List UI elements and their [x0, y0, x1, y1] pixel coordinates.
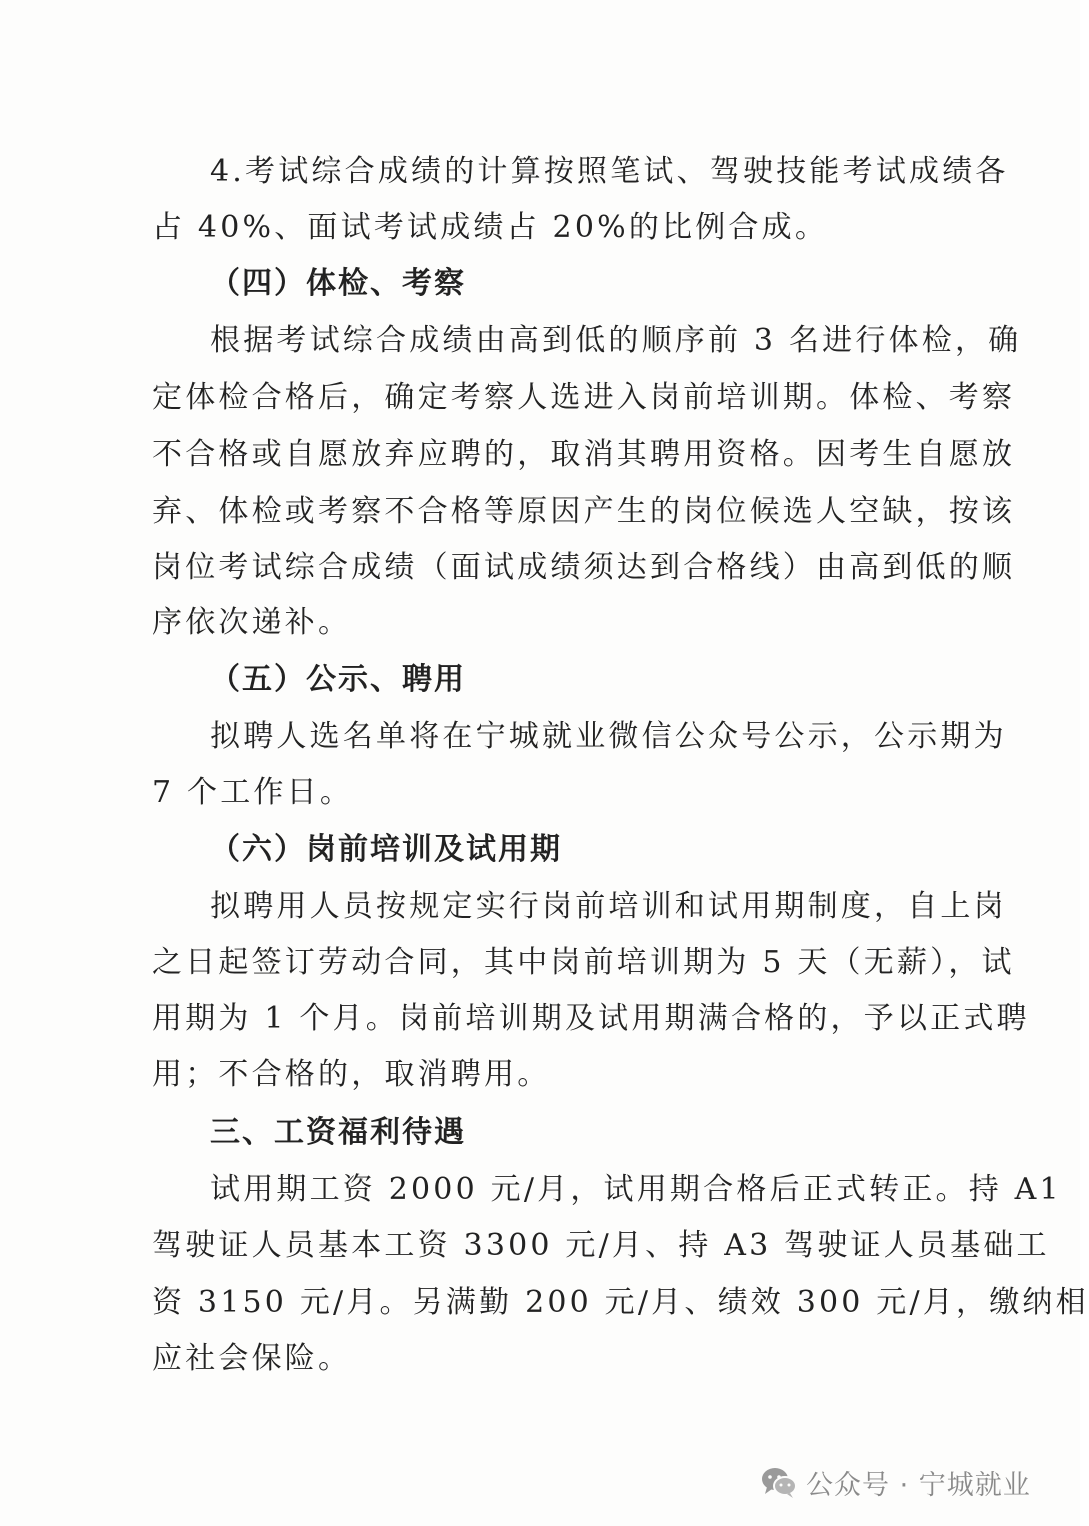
wechat-icon: [760, 1465, 798, 1499]
paragraph-line: 定体检合格后，确定考察人选进入岗前培训期。体检、考察: [152, 380, 1016, 415]
paragraph-line: 岗位考试综合成绩（面试成绩须达到合格线）由高到低的顺: [152, 550, 1016, 585]
paragraph-line: 用；不合格的，取消聘用。: [152, 1057, 551, 1092]
paragraph-line: 拟聘人选名单将在宁城就业微信公众号公示，公示期为: [210, 719, 1007, 754]
paragraph-line: 试用期工资 2000 元/月，试用期合格后正式转正。持 A1: [210, 1172, 1062, 1207]
watermark-text: 公众号 · 宁城就业: [806, 1469, 1031, 1501]
paragraph-line: 序依次递补。: [152, 605, 352, 640]
paragraph-line: 驾驶证人员基本工资 3300 元/月、持 A3 驾驶证人员基础工: [152, 1228, 1050, 1263]
section-heading: （六）岗前培训及试用期: [210, 832, 562, 867]
paragraph-line: 7 个工作日。: [152, 775, 354, 810]
section-heading: 三、工资福利待遇: [210, 1115, 466, 1150]
section-heading: （五）公示、聘用: [210, 662, 466, 697]
paragraph-line: 资 3150 元/月。另满勤 200 元/月、绩效 300 元/月，缴纳相: [152, 1285, 1089, 1320]
paragraph-line: 4.考试综合成绩的计算按照笔试、驾驶技能考试成绩各: [210, 154, 1009, 189]
paragraph-line: 根据考试综合成绩由高到低的顺序前 3 名进行体检，确: [210, 323, 1022, 358]
section-heading: （四）体检、考察: [210, 266, 466, 301]
wechat-watermark: [760, 1460, 1060, 1504]
paragraph-line: 应社会保险。: [152, 1341, 352, 1376]
paragraph-line: 不合格或自愿放弃应聘的，取消其聘用资格。因考生自愿放: [152, 437, 1016, 472]
paragraph-line: 拟聘用人员按规定实行岗前培训和试用期制度，自上岗: [210, 889, 1007, 924]
paragraph-line: 之日起签订劳动合同，其中岗前培训期为 5 天（无薪），试: [152, 945, 1015, 980]
paragraph-line: 占 40%、面试考试成绩占 20%的比例合成。: [152, 210, 829, 245]
paragraph-line: 用期为 1 个月。岗前培训期及试用期满合格的，予以正式聘: [152, 1001, 1030, 1036]
paragraph-line: 弃、体检或考察不合格等原因产生的岗位候选人空缺，按该: [152, 494, 1016, 529]
